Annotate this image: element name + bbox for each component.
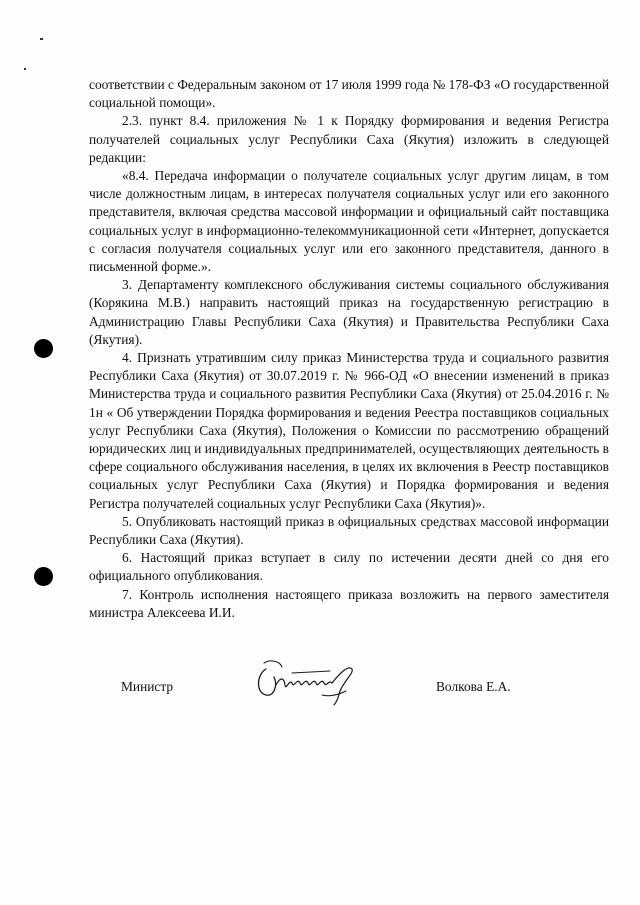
punch-hole-lower bbox=[34, 567, 53, 586]
paragraph-7: 7. Контроль исполнения настоящего приказа возложить на первого заместителя министра Алексеева И.И. bbox=[89, 586, 609, 620]
paragraph-6: 6. Настоящий приказ вступает в силу по истечении десяти дней со дня его официального опубликования. bbox=[89, 550, 609, 584]
paragraph-8-4-quote: «8.4. Передача информации о получателе социальных услуг другим лицам, в том числе должностным лицам, в интересах получателя социальных услуг или его законного представителя, включая средства массовой информации и официальный сайт поставщика социальных услуг в информационно-телекоммуникационной сети «Интернет, допускается с согласия получателя социальных услуг или его законного представителя, данного в письменной форме.». bbox=[89, 168, 609, 275]
paragraph-2-3: 2.3. пункт 8.4. приложения № 1 к Порядку формирования и ведения Регистра получателей социальных услуг Республики Саха (Якутия) изложить в следующей редакции: bbox=[89, 113, 609, 165]
paragraph-4: 4. Признать утратившим силу приказ Министерства труда и социального развития Республики Саха (Якутия) от 30.07.2019 г. № 966-ОД «О внесении изменений в приказ Министерства труда и социального развития Республики Саха (Якутия) от 25.04.2016 г. № 1н « Об утверждении Порядка формирования и ведения Реестра поставщиков социальных услуг Республики Саха (Якутия), Положения о Комиссии по рассмотрению обращений юридических лиц и индивидуальных предпринимателей, осуществляющих деятельность в сфере социального обслуживания населения, в целях их включения в Реестр поставщиков социальных услуг Республики Саха (Якутия) и Порядка формирования и ведения Регистра получателей социальных услуг Республики Саха (Якутия)». bbox=[89, 350, 609, 511]
scan-speck bbox=[24, 68, 26, 70]
signature-block bbox=[0, 655, 640, 715]
handwritten-signature bbox=[252, 655, 362, 707]
scan-speck bbox=[40, 38, 43, 40]
punch-hole-upper bbox=[34, 339, 53, 358]
signatory-name: Волкова Е.А. bbox=[436, 679, 511, 694]
paragraph-5: 5. Опубликовать настоящий приказ в официальных средствах массовой информации Республики Саха (Якутия). bbox=[89, 513, 609, 548]
signatory-title: Министр bbox=[121, 679, 174, 694]
paragraph-3: 3. Департаменту комплексного обслуживания системы социального обслуживания (Корякина М.В.) направить настоящий приказ на государственную регистрацию в Администрацию Главы Республики Саха (Якутия) и Правительства Республики Саха (Якутия). bbox=[89, 277, 609, 347]
paragraph-continuation: соответствии с Федеральным законом от 17 июля 1999 года № 178-ФЗ «О государственной социальной помощи». bbox=[89, 77, 609, 111]
document-body bbox=[89, 76, 609, 622]
